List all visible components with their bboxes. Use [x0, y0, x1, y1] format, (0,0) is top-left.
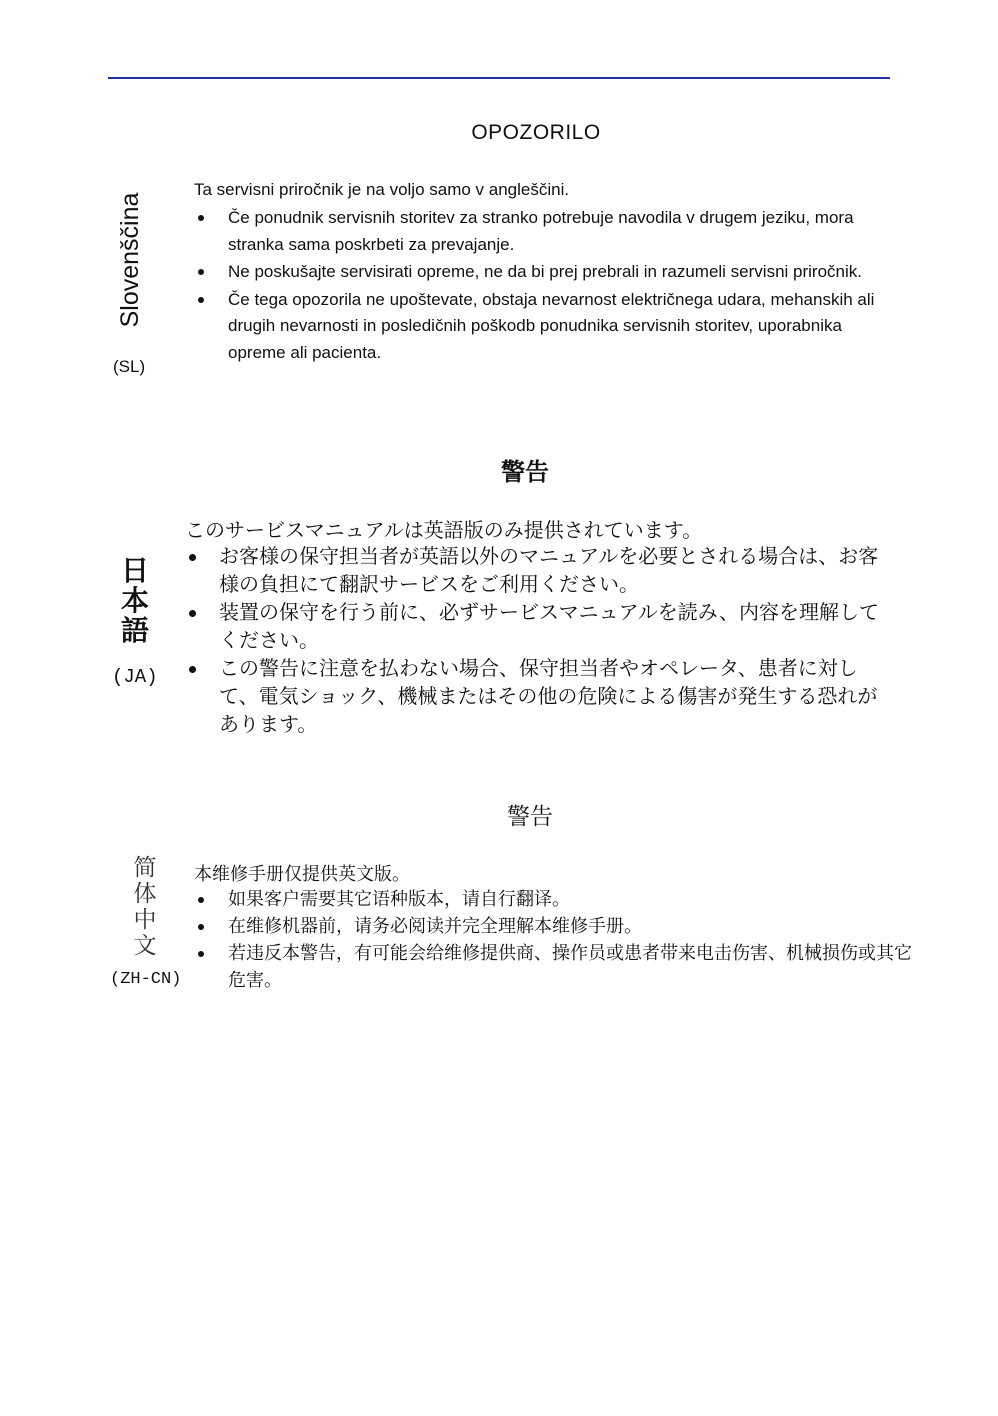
- language-code: (JA): [112, 666, 158, 688]
- warning-list: [194, 205, 894, 367]
- list-item: お客様の保守担当者が英語以外のマニュアルを必要とされる場合は、お客様の負担にて翻訳サービスをご利用ください。: [185, 542, 885, 598]
- language-name-vertical: Slovenščina: [116, 192, 144, 328]
- list-item: 装置の保守を行う前に、必ずサービスマニュアルを読み、内容を理解してください。: [185, 598, 885, 654]
- list-item: Ne poskušajte servisirati opreme, ne da bi prej prebrali in razumeli servisni priročnik.: [194, 259, 894, 286]
- section-heading: OPOZORILO: [471, 121, 601, 144]
- list-item: Če tega opozorila ne upoštevate, obstaja nevarnost električnega udara, mehanskih ali drugih nevarnosti in posledičnih poškodb ponudnika servisnih storitev, uporabnika opreme ali pacienta.: [194, 287, 894, 367]
- warning-list: [194, 886, 914, 994]
- list-item: 在维修机器前，请务必阅读并完全理解本维修手册。: [194, 913, 914, 940]
- language-name-vertical: 日本語: [120, 554, 149, 647]
- intro-text: Ta servisni priročnik je na voljo samo v angleščini.: [194, 180, 570, 199]
- section-heading: 警告: [501, 458, 549, 486]
- intro-text: このサービスマニュアルは英語版のみ提供されています。: [185, 518, 703, 542]
- list-item: 若违反本警告，有可能会给维修提供商、操作员或患者带来电击伤害、机械损伤或其它危害。: [194, 940, 914, 994]
- list-item: Če ponudnik servisnih storitev za stranko potrebuje navodila v drugem jeziku, mora stranka sama poskrbeti za prevajanje.: [194, 205, 894, 258]
- language-code: (SL): [113, 357, 146, 376]
- language-name-vertical: 简体中文: [133, 855, 157, 959]
- header-rule: [108, 77, 890, 79]
- section-heading: 警告: [507, 804, 553, 830]
- language-code: (ZH-CN): [110, 970, 182, 989]
- warning-list: [185, 542, 885, 738]
- intro-text: 本维修手册仅提供英文版。: [194, 864, 410, 885]
- list-item: 如果客户需要其它语种版本，请自行翻译。: [194, 886, 914, 913]
- list-item: この警告に注意を払わない場合、保守担当者やオペレータ、患者に対して、電気ショック、機械またはその他の危険による傷害が発生する恐れがあります。: [185, 654, 885, 738]
